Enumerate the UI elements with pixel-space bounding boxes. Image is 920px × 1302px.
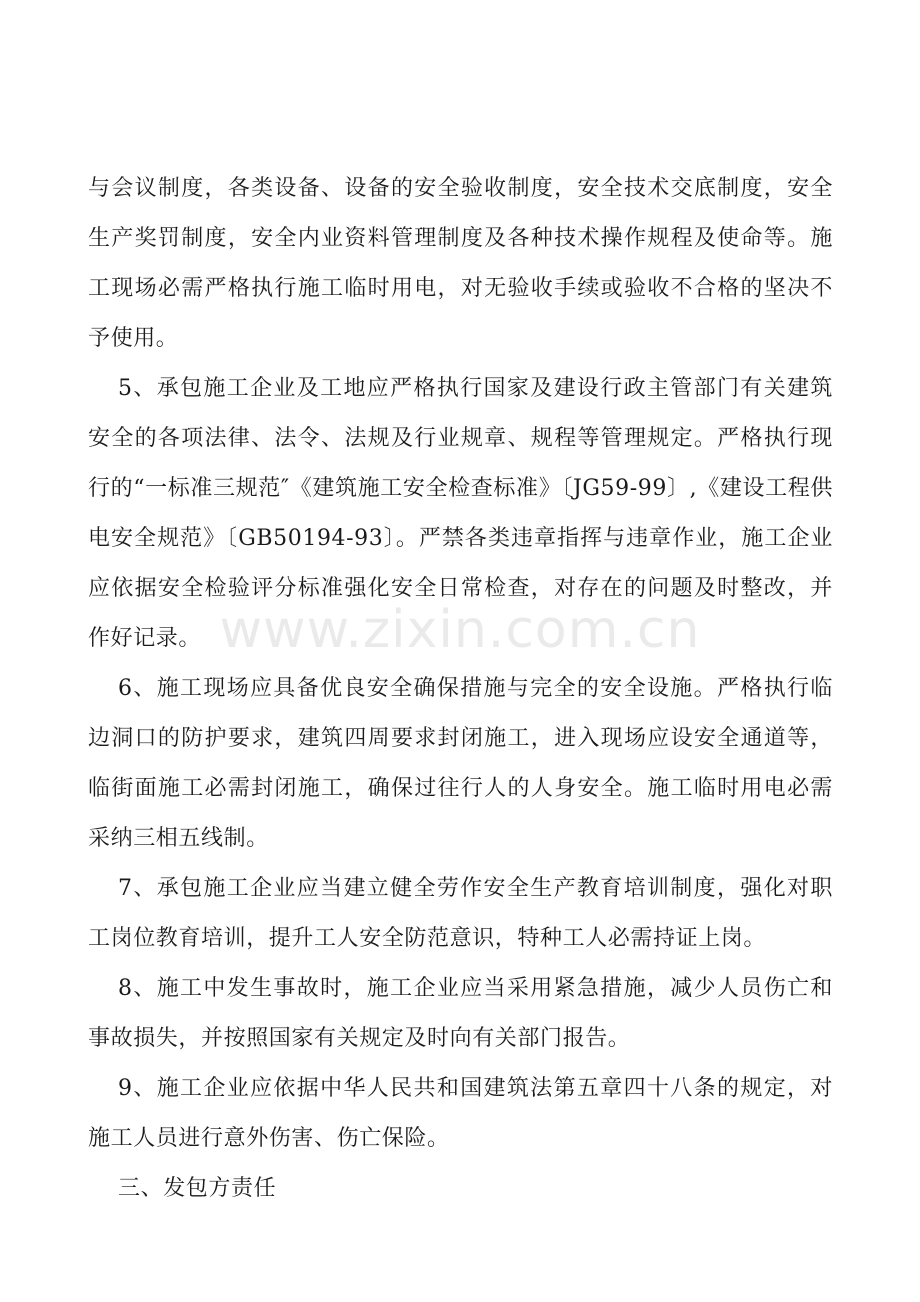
document-body [88, 164, 833, 1214]
paragraph-item-8: 8、施工中发生事故时，施工企业应当采用紧急措施，减少人员伤亡和事故损失，并按照国家有关规定及时向有关部门报告。 [88, 976, 833, 1051]
paragraph-continuation: 与会议制度，各类设备、设备的安全验收制度，安全技术交底制度，安全生产奖罚制度，安全内业资料管理制度及各种技术操作规程及使命等。施工现场必需严格执行施工临时用电，对无验收手续或验收不合格的坚决不予使用。 [88, 176, 833, 351]
paragraph-item-7: 7、承包施工企业应当建立健全劳作安全生产教育培训制度，强化对职工岗位教育培训，提升工人安全防范意识，特种工人必需持证上岗。 [88, 876, 833, 951]
watermark: www.zixin.com.cn [219, 600, 701, 660]
paragraph-item-5: 5、承包施工企业及工地应严格执行国家及建设行政主管部门有关建筑安全的各项法律、法令、法规及行业规章、规程等管理规定。严格执行现行的“一标准三规范″《建筑施工安全检查标准》〔JG59-99〕,《建设工程供电安全规范》〔GB50194-93〕。严禁各类违章指挥与违章作业，施工企业应依据安全检验评分标准强化安全日常检查，对存在的问题及时整改，并作好记录。 [88, 376, 833, 651]
paragraph-item-6: 6、施工现场应具备优良安全确保措施与完全的安全设施。严格执行临边洞口的防护要求，建筑四周要求封闭施工，进入现场应设安全通道等，临街面施工必需封闭施工，确保过往行人的人身安全。施工临时用电必需采纳三相五线制。 [88, 676, 833, 851]
paragraph-item-9: 9、施工企业应依据中华人民共和国建筑法第五章四十八条的规定，对施工人员进行意外伤害、伤亡保险。 [88, 1076, 833, 1151]
section-heading: 三、发包方责任 [118, 1176, 277, 1201]
